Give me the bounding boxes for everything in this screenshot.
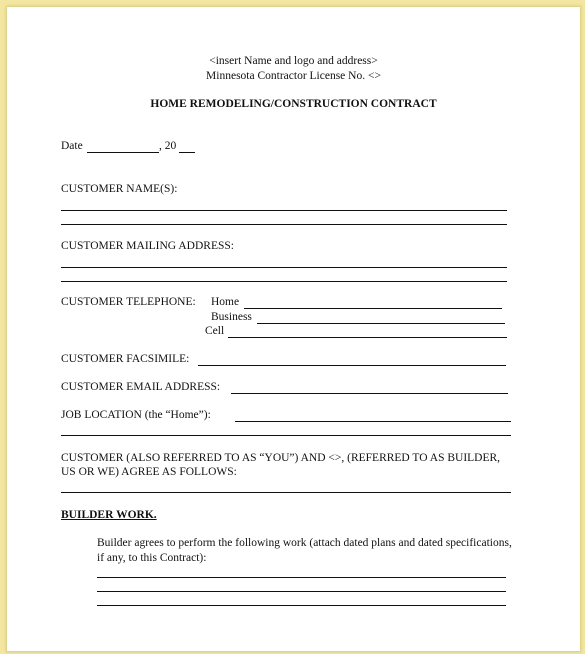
telephone-label: CUSTOMER TELEPHONE: [61, 296, 196, 308]
year-field[interactable] [179, 152, 195, 153]
date-field[interactable] [87, 152, 159, 153]
job-location-label: JOB LOCATION (the “Home”): [61, 409, 211, 421]
builder-work-line-2: if any, to this Contract): [97, 552, 207, 564]
mailing-address-label: CUSTOMER MAILING ADDRESS: [61, 240, 234, 252]
builder-work-heading: BUILDER WORK. [61, 509, 157, 521]
telephone-business-field[interactable] [257, 323, 505, 324]
facsimile-field[interactable] [198, 365, 506, 366]
mailing-address-field-2[interactable] [61, 281, 507, 282]
email-label: CUSTOMER EMAIL ADDRESS: [61, 381, 221, 393]
page-bottom-fade [7, 611, 580, 651]
job-location-field-1[interactable] [235, 421, 511, 422]
customer-names-field-2[interactable] [61, 224, 507, 225]
builder-work-field-1[interactable] [97, 577, 506, 578]
license-line: Minnesota Contractor License No. <> [206, 70, 381, 82]
agreement-line-2: US OR WE) AGREE AS FOLLOWS: [61, 466, 237, 478]
job-location-field-2[interactable] [61, 435, 511, 436]
page-title: HOME REMODELING/CONSTRUCTION CONTRACT [150, 98, 437, 110]
builder-work-field-3[interactable] [97, 605, 506, 606]
header-placeholder: <insert Name and logo and address> [209, 55, 378, 67]
date-label: Date [61, 140, 83, 152]
agreement-line-1: CUSTOMER (ALSO REFERRED TO AS “YOU”) AND <>, (REFERRED TO AS BUILDER, [61, 452, 501, 464]
telephone-home-label: Home [211, 296, 240, 308]
customer-names-label: CUSTOMER NAME(S): [61, 183, 178, 195]
telephone-home-field[interactable] [244, 308, 502, 309]
agreement-field[interactable] [61, 492, 511, 493]
builder-work-line-1: Builder agrees to perform the following work (attach dated plans and dated specifications, [97, 537, 512, 549]
email-field[interactable] [231, 393, 508, 394]
telephone-cell-label: Cell [205, 325, 225, 337]
contract-page [6, 6, 581, 652]
facsimile-label: CUSTOMER FACSIMILE: [61, 353, 190, 365]
telephone-cell-field[interactable] [228, 337, 507, 338]
year-prefix: , 20 [159, 140, 177, 152]
telephone-business-label: Business [211, 311, 252, 323]
customer-names-field-1[interactable] [61, 210, 507, 211]
builder-work-field-2[interactable] [97, 591, 506, 592]
mailing-address-field-1[interactable] [61, 267, 507, 268]
